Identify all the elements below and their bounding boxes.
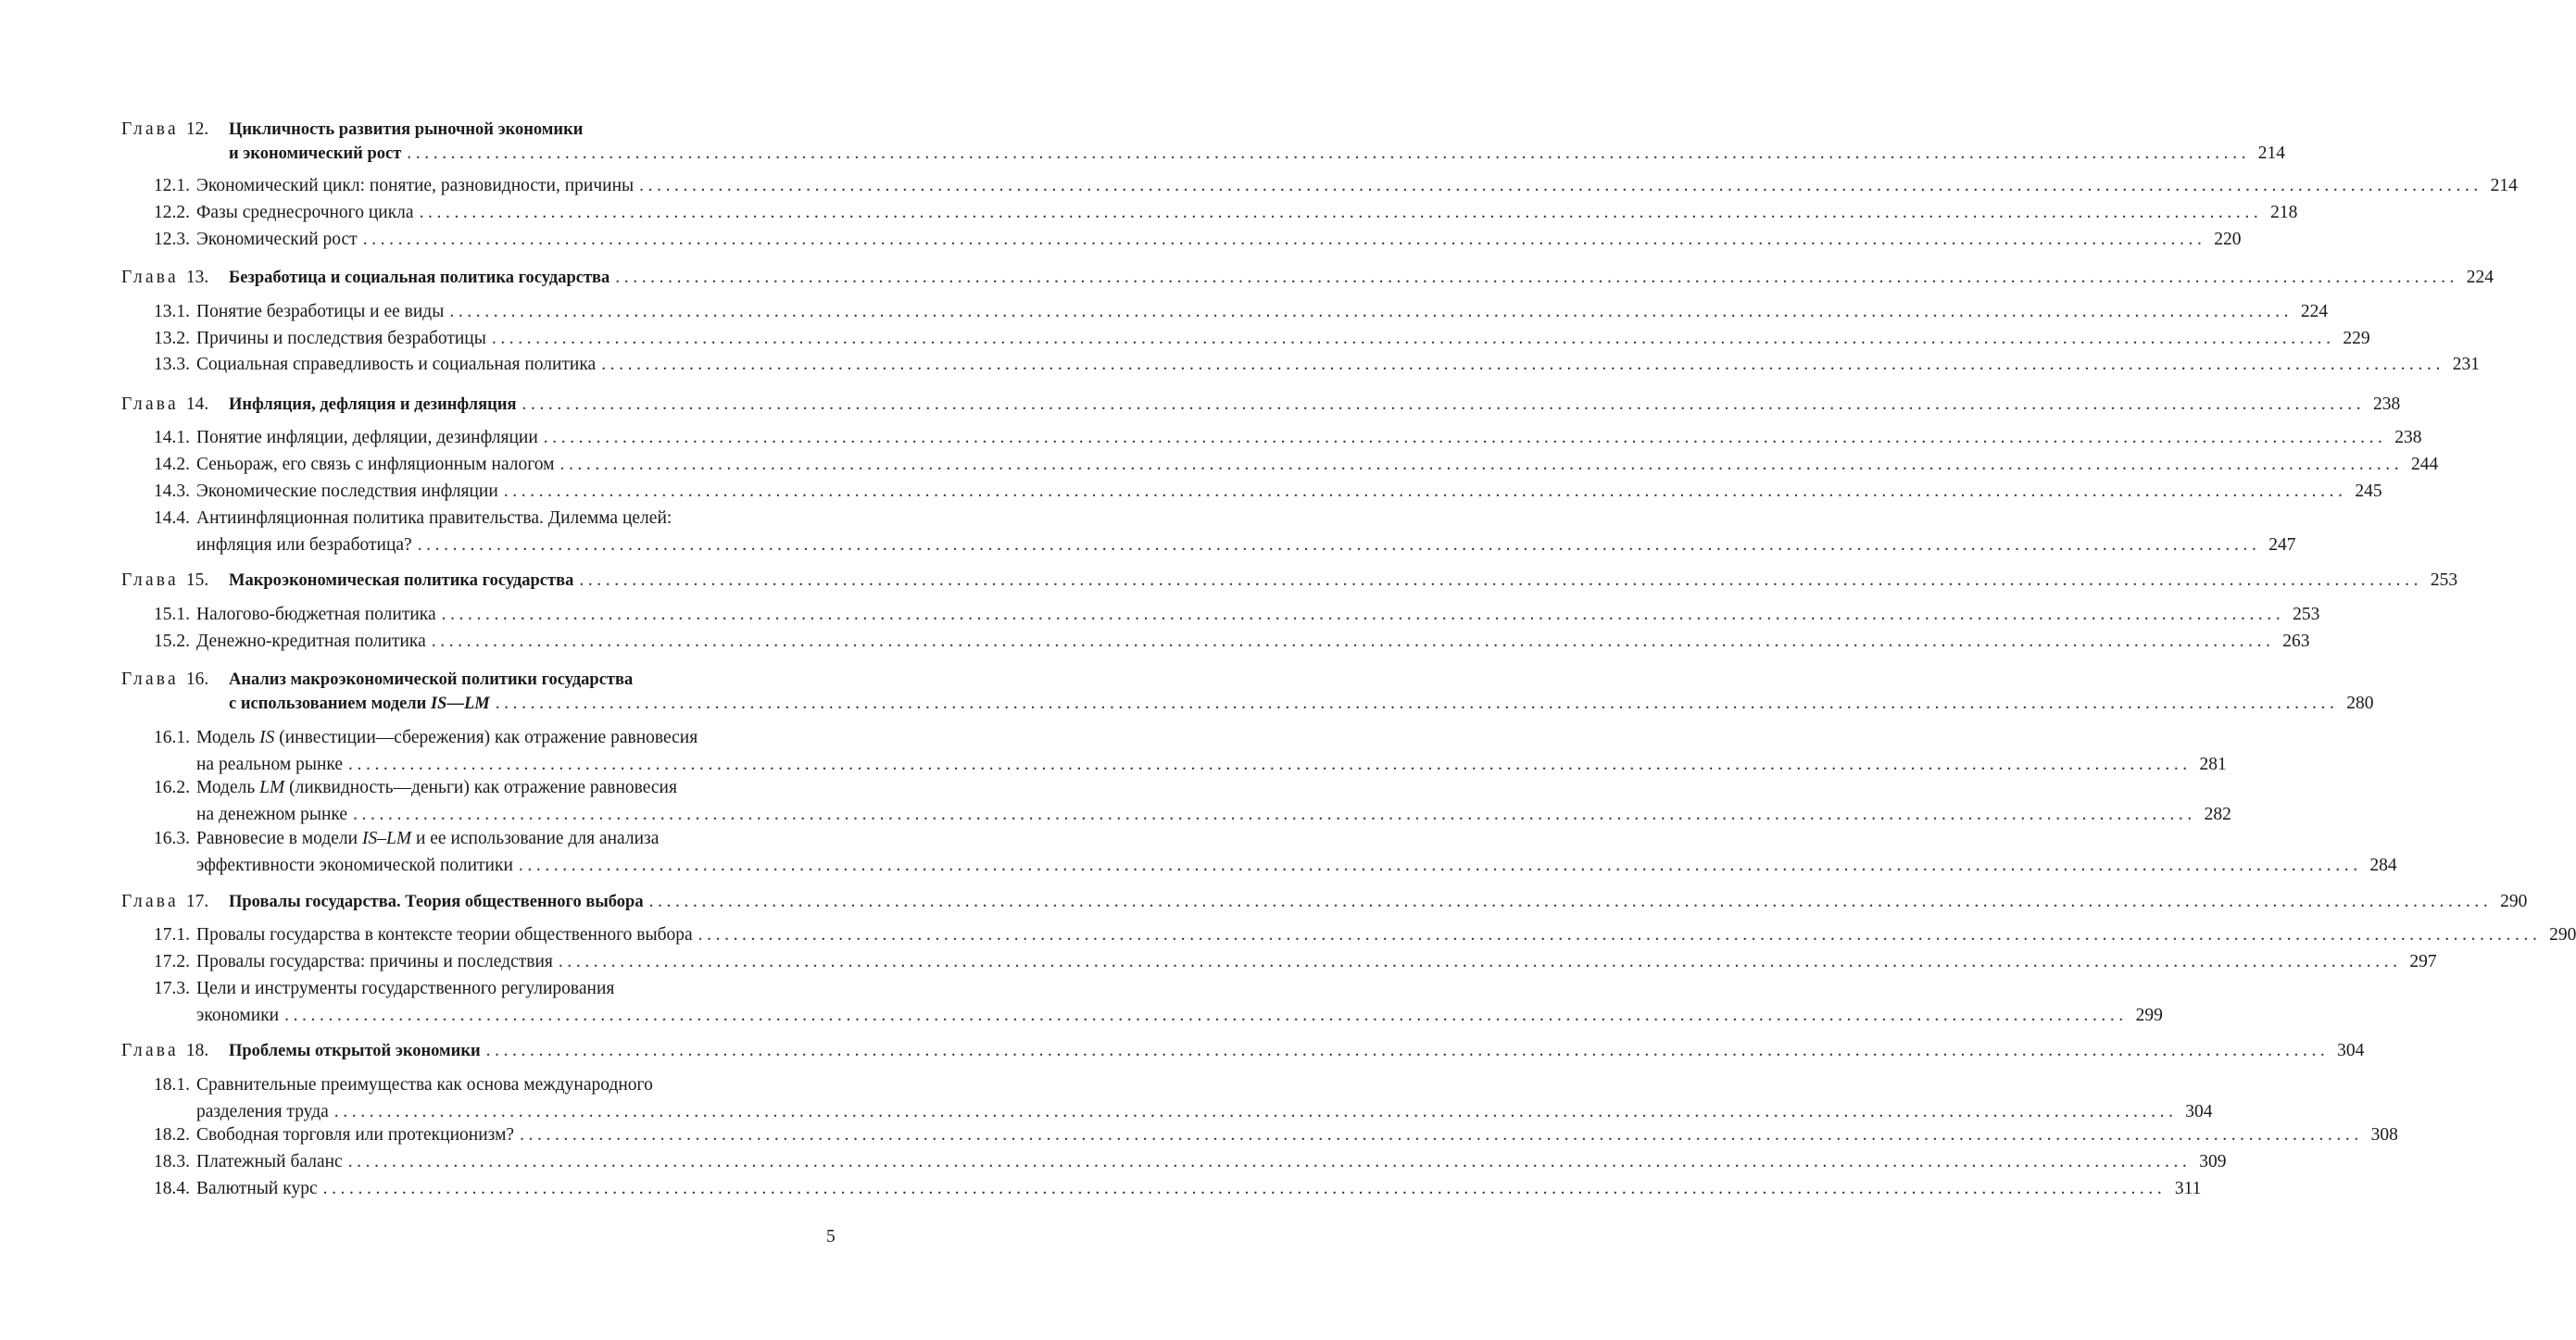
entry-title: Модель IS (инвестиции—сбережения) как отражение равновесия bbox=[196, 728, 698, 747]
entry-title: Экономические последствия инфляции bbox=[196, 482, 498, 501]
section-number: 13.1. bbox=[154, 302, 190, 321]
entry-title: Цели и инструменты государственного регулирования bbox=[196, 979, 615, 998]
page-ref: 238 bbox=[2394, 428, 2422, 447]
page-ref: 299 bbox=[2135, 1006, 2163, 1025]
chapter-number: 14. bbox=[185, 394, 209, 414]
page-number: 5 bbox=[826, 1227, 836, 1246]
chapter-label bbox=[121, 668, 229, 692]
chapter-prefix: Глава bbox=[121, 570, 179, 590]
toc-section[interactable] bbox=[121, 1121, 2398, 1148]
entry-title: Экономический рост bbox=[196, 230, 358, 249]
toc-line bbox=[121, 118, 836, 142]
toc-chapter[interactable] bbox=[121, 890, 2528, 914]
page-ref: 311 bbox=[2174, 1179, 2202, 1198]
dot-leader bbox=[418, 532, 2261, 558]
entry-title: Понятие инфляции, дефляции, дезинфляции bbox=[196, 428, 538, 447]
toc-chapter[interactable] bbox=[121, 393, 2401, 417]
toc-section[interactable] bbox=[121, 975, 2163, 1029]
page-ref: 253 bbox=[2293, 605, 2320, 624]
entry-title: Безработица и социальная политика государства bbox=[229, 269, 610, 287]
dot-leader bbox=[363, 226, 2206, 253]
section-number: 12.3. bbox=[154, 230, 190, 249]
entry-title: экономики bbox=[196, 1006, 280, 1025]
toc-line bbox=[121, 298, 2329, 325]
entry-title: Свободная торговля или протекционизм? bbox=[196, 1125, 515, 1145]
toc-section[interactable] bbox=[121, 199, 2298, 226]
section-number: 15.2. bbox=[154, 632, 190, 651]
entry-title: Денежно-кредитная политика bbox=[196, 632, 426, 651]
section-number: 14.1. bbox=[154, 428, 190, 447]
entry-title: на денежном рынке bbox=[196, 805, 348, 824]
toc-section[interactable] bbox=[121, 298, 2329, 325]
dot-leader bbox=[698, 921, 2542, 948]
dot-leader bbox=[432, 628, 2275, 655]
chapter-label bbox=[121, 569, 229, 593]
toc-line bbox=[121, 142, 2286, 166]
dot-leader bbox=[496, 692, 2339, 716]
entry-title: Анализ макроэкономической политики государства bbox=[229, 670, 634, 689]
page-ref: 245 bbox=[2355, 482, 2382, 501]
chapter-label bbox=[121, 890, 229, 914]
toc-chapter[interactable] bbox=[121, 569, 2458, 593]
chapter-number: 18. bbox=[185, 1041, 209, 1060]
toc-line bbox=[121, 921, 2576, 948]
toc-line bbox=[121, 1148, 2227, 1175]
chapter-number: 13. bbox=[185, 268, 209, 287]
toc-line bbox=[121, 852, 2397, 879]
toc-section[interactable] bbox=[121, 451, 2439, 478]
toc-section[interactable] bbox=[121, 948, 2437, 975]
dot-leader bbox=[323, 1175, 2167, 1202]
section-number: 17.2. bbox=[154, 952, 190, 971]
entry-title: на реальном рынке bbox=[196, 755, 344, 774]
chapter-number: 16. bbox=[185, 670, 209, 689]
toc-section[interactable] bbox=[121, 226, 2242, 253]
page-ref: 214 bbox=[2490, 176, 2518, 195]
toc-section[interactable] bbox=[121, 774, 2231, 828]
page-ref: 309 bbox=[2199, 1152, 2227, 1171]
entry-title: Модель LM (ликвидность—деньги) как отражение равновесия bbox=[196, 778, 677, 797]
entry-title: Сеньораж, его связь с инфляционным налогом bbox=[196, 455, 555, 474]
page-ref: 282 bbox=[2204, 805, 2231, 824]
toc-section[interactable] bbox=[121, 172, 2518, 199]
toc-line bbox=[121, 478, 2382, 505]
toc-section[interactable] bbox=[121, 1148, 2227, 1175]
toc-line bbox=[121, 569, 2458, 593]
dot-leader bbox=[544, 424, 2387, 451]
entry-title: Экономический цикл: понятие, разновидности, причины bbox=[196, 176, 635, 195]
section-number: 18.4. bbox=[154, 1179, 190, 1198]
entry-title: Антиинфляционная политика правительства. Дилемма целей: bbox=[196, 508, 672, 528]
entry-title: Понятие безработицы и ее виды bbox=[196, 302, 445, 321]
chapter-prefix: Глава bbox=[121, 268, 179, 287]
entry-title: инфляция или безработица? bbox=[196, 535, 412, 555]
dot-leader bbox=[522, 393, 2366, 417]
chapter-label bbox=[121, 266, 229, 290]
section-number: 15.1. bbox=[154, 605, 190, 624]
page-ref: 290 bbox=[2500, 892, 2528, 911]
page-ref: 231 bbox=[2452, 355, 2480, 374]
page-ref: 308 bbox=[2370, 1125, 2398, 1145]
toc-line bbox=[121, 948, 2437, 975]
toc-line bbox=[121, 1002, 2163, 1029]
chapter-label bbox=[121, 393, 229, 417]
dot-leader bbox=[520, 1121, 2363, 1148]
page-ref: 263 bbox=[2282, 632, 2310, 651]
page-ref: 214 bbox=[2257, 144, 2286, 163]
toc-line bbox=[121, 801, 2231, 828]
section-number: 16.1. bbox=[154, 728, 190, 747]
page-ref: 304 bbox=[2337, 1041, 2365, 1060]
dot-leader bbox=[486, 1039, 2330, 1063]
toc-section[interactable] bbox=[121, 724, 2227, 778]
page-ref: 304 bbox=[2185, 1102, 2213, 1121]
dot-leader bbox=[353, 801, 2196, 828]
toc-line bbox=[121, 505, 836, 532]
dot-leader bbox=[442, 601, 2285, 628]
toc-section[interactable] bbox=[121, 825, 2397, 879]
entry-title: Равновесие в модели IS–LM и ее использование для анализа bbox=[196, 829, 660, 848]
toc-line bbox=[121, 825, 836, 852]
toc-line bbox=[121, 692, 2374, 716]
dot-leader bbox=[420, 199, 2263, 226]
entry-title: Инфляция, дефляция и дезинфляция bbox=[229, 395, 517, 414]
chapter-prefix: Глава bbox=[121, 119, 179, 139]
dot-leader bbox=[492, 325, 2335, 352]
entry-title: и экономический рост bbox=[229, 144, 402, 163]
toc-line bbox=[121, 172, 2518, 199]
chapter-number: 12. bbox=[185, 119, 209, 139]
section-number: 17.1. bbox=[154, 925, 190, 945]
dot-leader bbox=[559, 451, 2403, 478]
dot-leader bbox=[284, 1002, 2128, 1029]
dot-leader bbox=[348, 1148, 2192, 1175]
entry-title: Макроэкономическая политика государства bbox=[229, 571, 574, 590]
toc-section[interactable] bbox=[121, 351, 2480, 378]
dot-leader bbox=[579, 569, 2422, 593]
toc-line bbox=[121, 351, 2480, 378]
page-ref: 280 bbox=[2346, 694, 2374, 713]
section-number: 14.4. bbox=[154, 508, 190, 528]
section-number: 18.1. bbox=[154, 1075, 190, 1095]
dot-leader bbox=[559, 948, 2402, 975]
dot-leader bbox=[504, 478, 2347, 505]
chapter-label bbox=[121, 118, 229, 142]
chapter-prefix: Глава bbox=[121, 670, 179, 689]
toc-section[interactable] bbox=[121, 424, 2422, 451]
toc-section[interactable] bbox=[121, 1175, 2202, 1202]
dot-leader bbox=[615, 266, 2458, 290]
dot-leader bbox=[449, 298, 2293, 325]
toc-line bbox=[121, 628, 2310, 655]
page-ref: 253 bbox=[2430, 570, 2458, 590]
entry-title: Проблемы открытой экономики bbox=[229, 1042, 481, 1060]
toc-line bbox=[121, 424, 2422, 451]
toc-line bbox=[121, 199, 2298, 226]
toc-line bbox=[121, 601, 2320, 628]
toc-line bbox=[121, 325, 2370, 352]
section-number: 16.3. bbox=[154, 829, 190, 848]
entry-title: Провалы государства: причины и последствия bbox=[196, 952, 553, 971]
section-number: 18.2. bbox=[154, 1125, 190, 1145]
page-ref: 229 bbox=[2343, 329, 2370, 348]
chapter-prefix: Глава bbox=[121, 1041, 179, 1060]
dot-leader bbox=[407, 142, 2250, 166]
page-ref: 238 bbox=[2373, 394, 2401, 414]
toc-chapter[interactable] bbox=[121, 668, 2374, 716]
dot-leader bbox=[601, 351, 2444, 378]
toc-section[interactable] bbox=[121, 478, 2382, 505]
toc-line bbox=[121, 532, 2296, 558]
section-number: 18.3. bbox=[154, 1152, 190, 1171]
chapter-number: 17. bbox=[185, 892, 209, 911]
toc-chapter[interactable] bbox=[121, 118, 2286, 166]
entry-title: разделения труда bbox=[196, 1102, 329, 1121]
entry-title: с использованием модели IS—LM bbox=[229, 695, 490, 713]
toc-chapter[interactable] bbox=[121, 1039, 2365, 1063]
entry-title: Причины и последствия безработицы bbox=[196, 329, 486, 348]
section-number: 13.2. bbox=[154, 329, 190, 348]
page-ref: 224 bbox=[2466, 268, 2494, 287]
toc-line bbox=[121, 1071, 836, 1098]
section-number: 17.3. bbox=[154, 979, 190, 998]
entry-title: Социальная справедливость и социальная политика bbox=[196, 355, 597, 374]
toc-line bbox=[121, 226, 2242, 253]
toc-line bbox=[121, 890, 2528, 914]
dot-leader bbox=[639, 172, 2482, 199]
toc-line bbox=[121, 451, 2439, 478]
page-ref: 297 bbox=[2409, 952, 2437, 971]
toc-section[interactable] bbox=[121, 628, 2310, 655]
section-number: 12.2. bbox=[154, 203, 190, 222]
section-number: 13.3. bbox=[154, 355, 190, 374]
page-ref: 224 bbox=[2300, 302, 2329, 321]
toc-line bbox=[121, 668, 836, 692]
toc-section[interactable] bbox=[121, 325, 2370, 352]
entry-title: Платежный баланс bbox=[196, 1152, 343, 1171]
toc-line bbox=[121, 1175, 2202, 1202]
page-ref: 281 bbox=[2199, 755, 2227, 774]
chapter-label bbox=[121, 1039, 229, 1063]
dot-leader bbox=[649, 890, 2493, 914]
toc-section[interactable] bbox=[121, 601, 2320, 628]
toc-chapter[interactable] bbox=[121, 266, 2494, 290]
page-ref: 284 bbox=[2369, 856, 2397, 875]
chapter-number: 15. bbox=[185, 570, 209, 590]
entry-title: Провалы государства в контексте теории общественного выбора bbox=[196, 925, 693, 945]
toc-line bbox=[121, 774, 836, 801]
toc-line bbox=[121, 393, 2401, 417]
toc-line bbox=[121, 975, 836, 1002]
toc-line bbox=[121, 1121, 2398, 1148]
page-ref: 244 bbox=[2410, 455, 2439, 474]
section-number: 12.1. bbox=[154, 176, 190, 195]
entry-title: Цикличность развития рыночной экономики bbox=[229, 120, 584, 139]
toc-line bbox=[121, 724, 836, 751]
entry-title: Провалы государства. Теория общественного выбора bbox=[229, 893, 644, 911]
entry-title: Фазы среднесрочного цикла bbox=[196, 203, 414, 222]
entry-title: Сравнительные преимущества как основа международного bbox=[196, 1075, 653, 1095]
toc-section[interactable] bbox=[121, 505, 2296, 558]
page-ref: 290 bbox=[2549, 925, 2576, 945]
section-number: 14.2. bbox=[154, 455, 190, 474]
section-number: 16.2. bbox=[154, 778, 190, 797]
chapter-prefix: Глава bbox=[121, 394, 179, 414]
page-ref: 247 bbox=[2268, 535, 2296, 555]
page-ref: 218 bbox=[2270, 203, 2298, 222]
toc-section[interactable] bbox=[121, 1071, 2213, 1125]
toc-line bbox=[121, 1039, 2365, 1063]
section-number: 14.3. bbox=[154, 482, 190, 501]
dot-leader bbox=[519, 852, 2362, 879]
page-ref: 220 bbox=[2214, 230, 2242, 249]
chapter-prefix: Глава bbox=[121, 892, 179, 911]
toc-section[interactable] bbox=[121, 921, 2576, 948]
entry-title: Налогово-бюджетная политика bbox=[196, 605, 436, 624]
entry-title: эффективности экономической политики bbox=[196, 856, 513, 875]
toc-line bbox=[121, 266, 2494, 290]
entry-title: Валютный курс bbox=[196, 1179, 318, 1198]
